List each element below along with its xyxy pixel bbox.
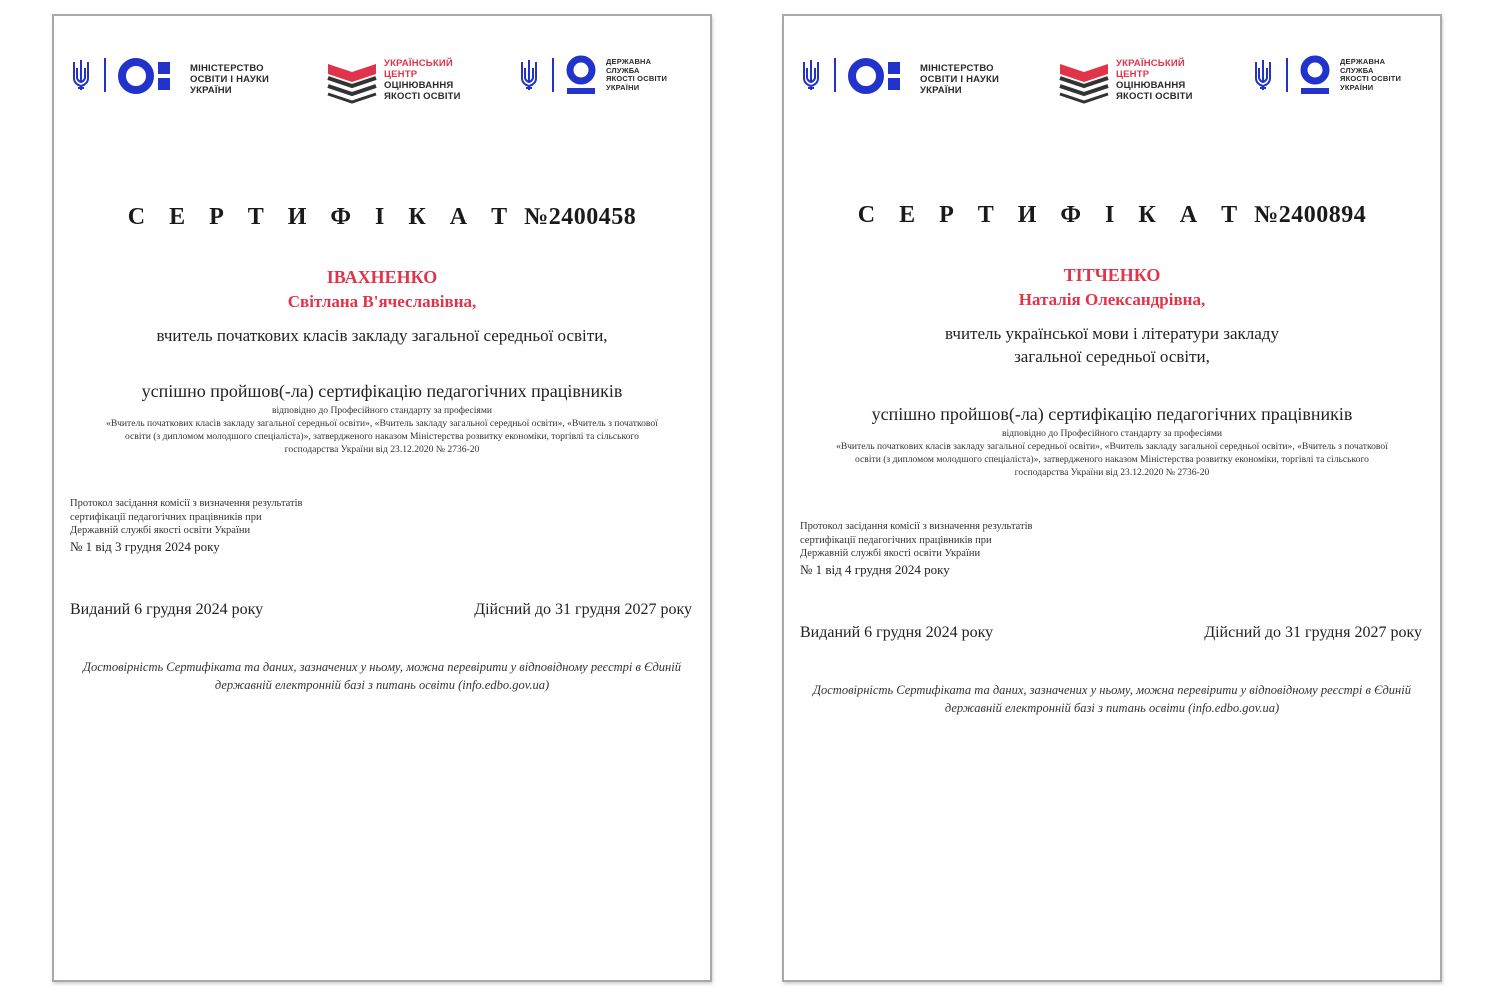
quality-service-logo-icon — [1298, 54, 1332, 96]
certificate-number: №2400458 — [524, 204, 637, 230]
logo-divider — [834, 58, 836, 92]
ucoyo-name-red: УКРАЇНСЬКИЙ ЦЕНТР — [384, 58, 453, 80]
issued-date: Виданий 6 грудня 2024 року — [800, 624, 994, 641]
holder-position: вчитель початкових класів закладу загальної середньої освіти, — [156, 326, 608, 345]
protocol-line-2: сертифікації педагогічних працівників при — [70, 511, 262, 523]
quality-service-name: ДЕРЖАВНА СЛУЖБА ЯКОСТІ ОСВІТИ УКРАЇНИ — [1340, 57, 1402, 92]
logo-divider — [1286, 58, 1288, 92]
protocol-line-1: Протокол засідання комісії з визначення результатів — [70, 498, 303, 509]
professional-standard — [104, 404, 660, 456]
ukraine-trident-icon — [1252, 58, 1274, 92]
certificate-title — [784, 202, 1440, 229]
logo-divider — [104, 58, 106, 92]
ukraine-trident-icon — [70, 58, 92, 92]
holder-surname: ТІТЧЕНКО — [1063, 265, 1161, 285]
protocol-number-date: № 1 від 3 грудня 2024 року — [70, 538, 220, 554]
professional-standard — [834, 427, 1390, 479]
valid-until: Дійсний до 31 грудня 2027 року — [1204, 624, 1422, 641]
certification-statement: успішно пройшов(-ла) сертифікацію педагогічних працівників — [141, 381, 623, 401]
logo-bar — [800, 50, 1424, 120]
certification-statement: успішно пройшов(-ла) сертифікацію педагогічних працівників — [871, 404, 1353, 424]
holder-surname: ІВАХНЕНКО — [326, 267, 438, 287]
ucoyo-name-red: УКРАЇНСЬКИЙ ЦЕНТР — [1116, 58, 1185, 80]
ukraine-trident-icon — [518, 58, 540, 92]
ministry-logo-icon — [848, 56, 910, 96]
protocol-line-1: Протокол засідання комісії з визначення результатів — [800, 521, 1033, 532]
ministry-logo-icon — [118, 56, 180, 96]
ucoyo-book-icon — [326, 58, 378, 104]
protocol-block — [800, 520, 1130, 578]
certificate-number: №2400894 — [1254, 202, 1367, 228]
ucoyo-name: ОЦІНЮВАННЯ ЯКОСТІ ОСВІТИ — [384, 80, 461, 102]
certificate-page-2 — [782, 14, 1442, 982]
certificate-title — [54, 204, 710, 231]
title-word: С Е Р Т И Ф І К А Т — [857, 202, 1247, 228]
standard-line-2: «Вчитель початкових класів закладу загальної середньої освіти», «Вчитель закладу загальної середньої освіти», «Вчитель з початкової освіти (з дипломом молодшого спеціаліста)», затвердженого наказом Міністерства розвитку економіки, торгівлі та сільського господарства України від 23.12.2020 № 2736-20 — [106, 418, 658, 455]
protocol-line-3: Державній службі якості освіти України — [70, 525, 251, 536]
logo-bar — [70, 50, 694, 120]
quality-service-logo-icon — [564, 54, 598, 96]
logo-divider — [552, 58, 554, 92]
standard-line-2: «Вчитель початкових класів закладу загальної середньої освіти», «Вчитель закладу загальної середньої освіти», «Вчитель з початкової освіти (з дипломом молодшого спеціаліста)», затвердженого наказом Міністерства розвитку економіки, торгівлі та сільського господарства України від 23.12.2020 № 2736-20 — [836, 441, 1388, 478]
quality-service-name: ДЕРЖАВНА СЛУЖБА ЯКОСТІ ОСВІТИ УКРАЇНИ — [606, 57, 668, 92]
holder-given-names: Наталія Олександрівна, — [1018, 290, 1206, 309]
certificate-page-1 — [52, 14, 712, 982]
ucoyo-name: ОЦІНЮВАННЯ ЯКОСТІ ОСВІТИ — [1116, 80, 1193, 102]
protocol-number-date: № 1 від 4 грудня 2024 року — [800, 561, 950, 577]
ukraine-trident-icon — [800, 58, 822, 92]
issued-date: Виданий 6 грудня 2024 року — [70, 601, 264, 618]
protocol-block — [70, 497, 400, 555]
ministry-name: МІНІСТЕРСТВО ОСВІТИ І НАУКИ УКРАЇНИ — [920, 63, 999, 96]
valid-until: Дійсний до 31 грудня 2027 року — [474, 601, 692, 618]
ucoyo-book-icon — [1058, 58, 1110, 104]
title-word: С Е Р Т И Ф І К А Т — [127, 204, 517, 230]
protocol-line-3: Державній службі якості освіти України — [800, 548, 981, 559]
verification-note: Достовірність Сертифіката та даних, зазначених у ньому, можна перевірити у відповідному реєстрі в Єдиній державній електронній базі з питань освіти (info.edbo.gov.ua) — [813, 683, 1411, 715]
ministry-name: МІНІСТЕРСТВО ОСВІТИ І НАУКИ УКРАЇНИ — [190, 63, 269, 96]
verification-note: Достовірність Сертифіката та даних, зазначених у ньому, можна перевірити у відповідному реєстрі в Єдиній державній електронній базі з питань освіти (info.edbo.gov.ua) — [83, 660, 681, 692]
protocol-line-2: сертифікації педагогічних працівників при — [800, 534, 992, 546]
standard-line-1: відповідно до Професійного стандарту за професіями — [1001, 428, 1223, 439]
holder-position: вчитель української мови і літератури закладу загальної середньої освіти, — [945, 324, 1279, 366]
holder-given-names: Світлана В'ячеславівна, — [287, 292, 477, 311]
standard-line-1: відповідно до Професійного стандарту за професіями — [271, 405, 493, 416]
